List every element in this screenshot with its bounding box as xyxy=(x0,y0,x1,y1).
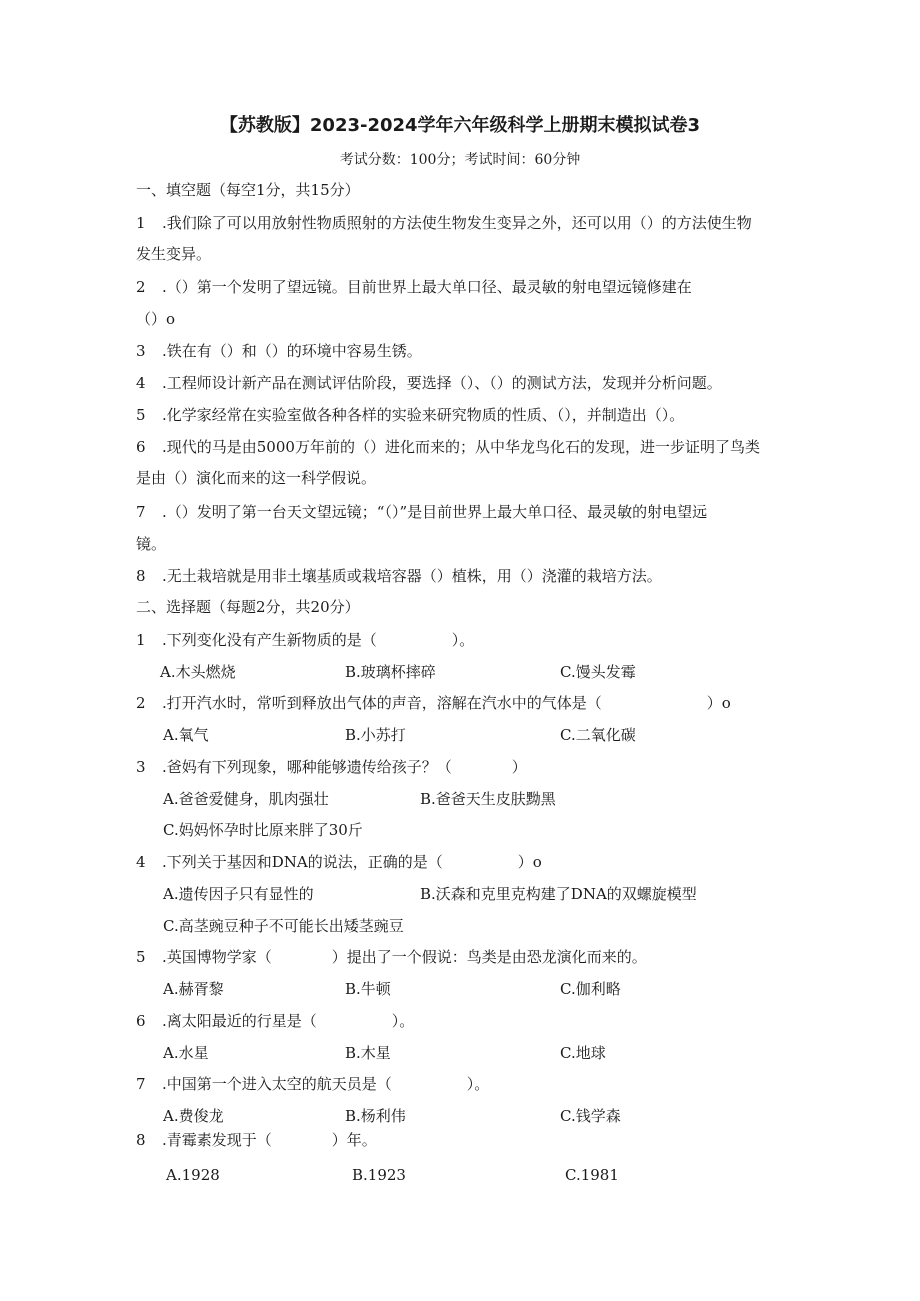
question-number: 1 xyxy=(136,214,146,232)
option-a: A.水星 xyxy=(163,1044,209,1062)
question-number: 5 xyxy=(136,406,146,424)
fill-question-5 xyxy=(136,405,684,425)
option-a: A.赫胥黎 xyxy=(163,980,224,998)
option-c: C.二氧化碳 xyxy=(560,726,636,744)
option-b: B.牛顿 xyxy=(345,980,391,998)
fill-question-8 xyxy=(136,566,662,586)
choice-question-3 xyxy=(136,757,527,777)
option-b: B.沃森和克里克构建了DNA的双螺旋模型 xyxy=(420,885,697,903)
question-text: .（）第一个发明了望远镜。目前世界上最大单口径、最灵敏的射电望远镜修建在 xyxy=(162,278,692,296)
fill-question-3 xyxy=(136,341,422,361)
section-1-heading: 一、填空题（每空1分，共15分） xyxy=(136,181,360,199)
option-b: B.小苏打 xyxy=(345,726,406,744)
fill-question-2 xyxy=(136,277,692,297)
option-c: C.钱学森 xyxy=(560,1107,621,1125)
question-text: .青霉素发现于（ ）年。 xyxy=(162,1131,377,1149)
question-text: .铁在有（）和（）的环境中容易生锈。 xyxy=(162,342,422,360)
fill-question-6-cont: 是由（）演化而来的这一科学假说。 xyxy=(136,469,377,487)
question-number: 8 xyxy=(136,1131,146,1149)
option-b: B.玻璃杯摔碎 xyxy=(345,663,436,681)
option-a: A.遗传因子只有显性的 xyxy=(163,885,314,903)
question-number: 6 xyxy=(136,1012,146,1030)
option-b: B.杨利伟 xyxy=(345,1107,406,1125)
question-number: 7 xyxy=(136,503,146,521)
option-b: B.爸爸天生皮肤黝黑 xyxy=(420,790,556,808)
question-number: 4 xyxy=(136,374,146,392)
section-2-heading: 二、选择题（每题2分，共20分） xyxy=(136,598,360,616)
choice-question-8 xyxy=(136,1130,377,1150)
option-a: A.费俊龙 xyxy=(163,1107,224,1125)
option-c: C.高茎豌豆种子不可能长出矮茎豌豆 xyxy=(163,917,404,935)
question-text: .离太阳最近的行星是（ ）。 xyxy=(162,1012,415,1030)
fill-question-6 xyxy=(136,437,760,457)
question-number: 3 xyxy=(136,758,146,776)
fill-question-7-cont: 镜。 xyxy=(136,535,167,553)
question-number: 5 xyxy=(136,948,146,966)
question-text: .中国第一个进入太空的航天员是（ ）。 xyxy=(162,1075,490,1093)
choice-question-4 xyxy=(136,852,542,872)
question-text: .我们除了可以用放射性物质照射的方法使生物发生变异之外，还可以用（）的方法使生物 xyxy=(162,214,752,232)
fill-question-7 xyxy=(136,502,707,522)
question-number: 4 xyxy=(136,853,146,871)
question-text: .下列变化没有产生新物质的是（ ）。 xyxy=(162,631,475,649)
option-c: C.1981 xyxy=(565,1166,619,1184)
fill-question-1-cont: 发生变异。 xyxy=(136,245,212,263)
question-text: .打开汽水时，常听到释放出气体的声音，溶解在汽水中的气体是（ ）o xyxy=(162,694,731,712)
question-text: .爸妈有下列现象，哪种能够遗传给孩子？（ ） xyxy=(162,758,527,776)
question-text: .无土栽培就是用非土壤基质或栽培容器（）植株，用（）浇灌的栽培方法。 xyxy=(162,567,662,585)
fill-question-1 xyxy=(136,213,752,233)
exam-title: 【苏教版】2023-2024学年六年级科学上册期末模拟试卷3 xyxy=(219,115,701,136)
option-c: C.伽利略 xyxy=(560,980,621,998)
question-number: 3 xyxy=(136,342,146,360)
choice-question-5 xyxy=(136,947,647,967)
choice-question-1 xyxy=(136,630,474,650)
question-number: 8 xyxy=(136,567,146,585)
question-text: .现代的马是由5000万年前的（）进化而来的；从中华龙鸟化石的发现，进一步证明了鸟类 xyxy=(162,438,760,456)
option-a: A.氧气 xyxy=(163,726,209,744)
option-c: C.地球 xyxy=(560,1044,606,1062)
option-b: B.木星 xyxy=(345,1044,391,1062)
question-number: 6 xyxy=(136,438,146,456)
choice-question-2 xyxy=(136,693,731,713)
option-a: A.爸爸爱健身，肌肉强壮 xyxy=(163,790,329,808)
question-text: .（）发明了第一台天文望远镜；“（）”是目前世界上最大单口径、最灵敏的射电望远 xyxy=(162,503,708,521)
option-c: C.妈妈怀孕时比原来胖了30斤 xyxy=(163,821,363,839)
question-text: .英国博物学家（ ）提出了一个假说：鸟类是由恐龙演化而来的。 xyxy=(162,948,647,966)
choice-question-6 xyxy=(136,1011,414,1031)
question-text: .工程师设计新产品在测试评估阶段，要选择（）、（）的测试方法，发现并分析问题。 xyxy=(162,374,722,392)
question-number: 7 xyxy=(136,1075,146,1093)
option-c: C.馒头发霉 xyxy=(560,663,636,681)
option-b: B.1923 xyxy=(352,1166,406,1184)
question-number: 1 xyxy=(136,631,146,649)
fill-question-2-cont: （）o xyxy=(136,310,176,328)
option-a: A.木头燃烧 xyxy=(160,663,236,681)
question-number: 2 xyxy=(136,278,146,296)
question-number: 2 xyxy=(136,694,146,712)
question-text: .化学家经常在实验室做各种各样的实验来研究物质的性质、（），并制造出（）。 xyxy=(162,406,685,424)
option-a: A.1928 xyxy=(166,1166,220,1184)
question-text: .下列关于基因和DNA的说法，正确的是（ ）o xyxy=(162,853,542,871)
fill-question-4 xyxy=(136,373,722,393)
choice-question-7 xyxy=(136,1074,489,1094)
exam-subtitle: 考试分数：100分；考试时间：60分钟 xyxy=(339,152,581,168)
